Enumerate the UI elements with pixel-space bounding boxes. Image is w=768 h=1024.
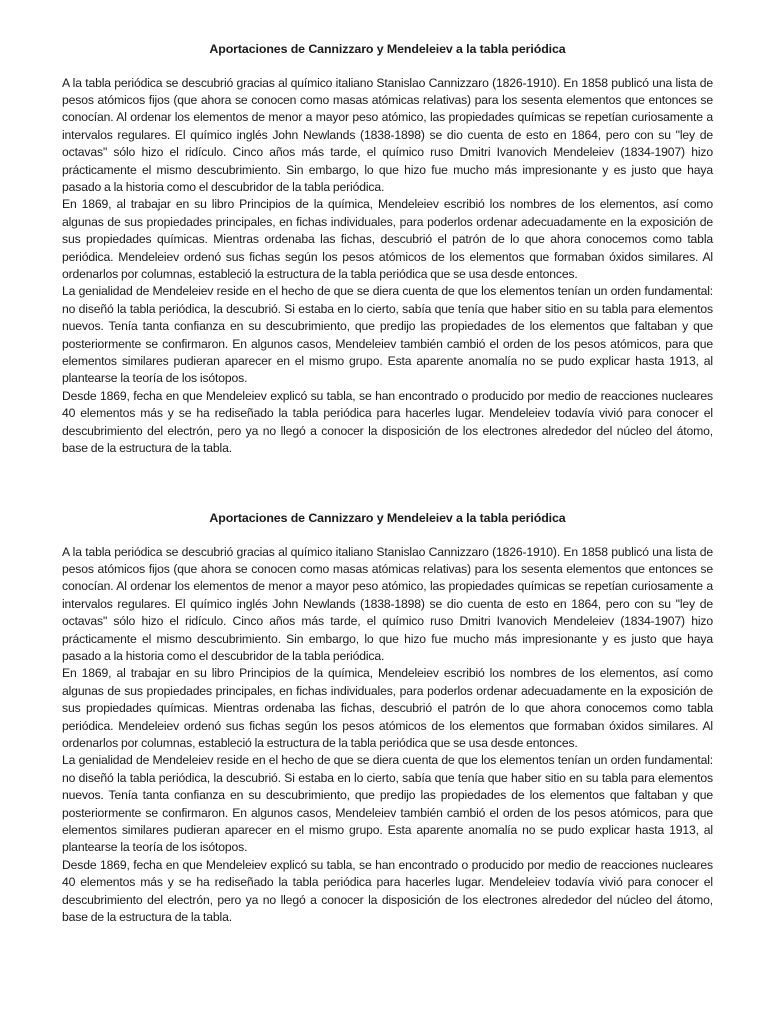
paragraph: La genialidad de Mendeleiev reside en el hecho de que se diera cuenta de que los elementos tenían un orden fundamental: no diseñó la tabla periódica, la descubrió. Si estaba en lo cierto, sabía que tenía que haber sitio en su tabla para elementos nuevos. Tenía tanta confianza en su descubrimiento, que predijo las propiedades de los elementos que faltaban y que posteriormente se confirmaron. En algunos casos, Mendeleiev también cambió el orden de los pesos atómicos, para que elementos similares pudieran aparecer en el mismo grupo. Esta aparente anomalía no se pudo explicar hasta 1913, al plantearse la teoría de los isótopos. xyxy=(62,753,713,855)
paragraph: A la tabla periódica se descubrió gracias al químico italiano Stanislao Cannizzaro (1826-1910). En 1858 publicó una lista de pesos atómicos fijos (que ahora se conocen como masas atómicas relativas) para los sesenta elementos que entonces se conocían. Al ordenar los elementos de menor a mayor peso atómico, las propiedades químicas se repetían curiosamente a intervalos regulares. El químico inglés John Newlands (1838-1898) se dio cuenta de esto en 1864, pero con su "ley de octavas" sólo hizo el ridículo. Cinco años más tarde, el químico ruso Dmitri Ivanovich Mendeleiev (1834-1907) hizo prácticamente el mismo descubrimiento. Sin embargo, lo que hizo fue mucho más impresionante y es justo que haya pasado a la historia como el descubridor de la tabla periódica. xyxy=(62,75,713,194)
paragraph: A la tabla periódica se descubrió gracias al químico italiano Stanislao Cannizzaro (1826-1910). En 1858 publicó una lista de pesos atómicos fijos (que ahora se conocen como masas atómicas relativas) para los sesenta elementos que entonces se conocían. Al ordenar los elementos de menor a mayor peso atómico, las propiedades químicas se repetían curiosamente a intervalos regulares. El químico inglés John Newlands (1838-1898) se dio cuenta de esto en 1864, pero con su "ley de octavas" sólo hizo el ridículo. Cinco años más tarde, el químico ruso Dmitri Ivanovich Mendeleiev (1834-1907) hizo prácticamente el mismo descubrimiento. Sin embargo, lo que hizo fue mucho más impresionante y es justo que haya pasado a la historia como el descubridor de la tabla periódica. xyxy=(62,544,713,663)
paragraph: Desde 1869, fecha en que Mendeleiev explicó su tabla, se han encontrado o producido por medio de reacciones nucleares 40 elementos más y se ha rediseñado la tabla periódica para hacerles lugar. Mendeleiev todavía vivió para conocer el descubrimiento del electrón, pero ya no llegó a conocer la disposición de los electrones alrededor del núcleo del átomo, base de la estructura de la tabla. xyxy=(62,857,713,925)
paragraph: En 1869, al trabajar en su libro Principios de la química, Mendeleiev escribió los nombres de los elementos, así como algunas de sus propiedades principales, en fichas individuales, para poderlos ordenar adecuadamente en la exposición de sus propiedades químicas. Mientras ordenaba las fichas, descubrió el patrón de lo que ahora conocemos como tabla periódica. Mendeleiev ordenó sus fichas según los pesos atómicos de los elementos que formaban óxidos similares. Al ordenarlos por columnas, estableció la estructura de la tabla periódica que se usa desde entonces. xyxy=(62,197,713,281)
document-section xyxy=(62,510,713,926)
paragraph: Desde 1869, fecha en que Mendeleiev explicó su tabla, se han encontrado o producido por medio de reacciones nucleares 40 elementos más y se ha rediseñado la tabla periódica para hacerles lugar. Mendeleiev todavía vivió para conocer el descubrimiento del electrón, pero ya no llegó a conocer la disposición de los electrones alrededor del núcleo del átomo, base de la estructura de la tabla. xyxy=(62,388,713,456)
paragraph: En 1869, al trabajar en su libro Principios de la química, Mendeleiev escribió los nombres de los elementos, así como algunas de sus propiedades principales, en fichas individuales, para poderlos ordenar adecuadamente en la exposición de sus propiedades químicas. Mientras ordenaba las fichas, descubrió el patrón de lo que ahora conocemos como tabla periódica. Mendeleiev ordenó sus fichas según los pesos atómicos de los elementos que formaban óxidos similares. Al ordenarlos por columnas, estableció la estructura de la tabla periódica que se usa desde entonces. xyxy=(62,666,713,750)
section-title: Aportaciones de Cannizzaro y Mendeleiev a la tabla periódica xyxy=(209,42,566,56)
document-section xyxy=(62,41,713,457)
paragraph: La genialidad de Mendeleiev reside en el hecho de que se diera cuenta de que los elementos tenían un orden fundamental: no diseñó la tabla periódica, la descubrió. Si estaba en lo cierto, sabía que tenía que haber sitio en su tabla para elementos nuevos. Tenía tanta confianza en su descubrimiento, que predijo las propiedades de los elementos que faltaban y que posteriormente se confirmaron. En algunos casos, Mendeleiev también cambió el orden de los pesos atómicos, para que elementos similares pudieran aparecer en el mismo grupo. Esta aparente anomalía no se pudo explicar hasta 1913, al plantearse la teoría de los isótopos. xyxy=(62,284,713,386)
section-title: Aportaciones de Cannizzaro y Mendeleiev a la tabla periódica xyxy=(209,511,566,525)
